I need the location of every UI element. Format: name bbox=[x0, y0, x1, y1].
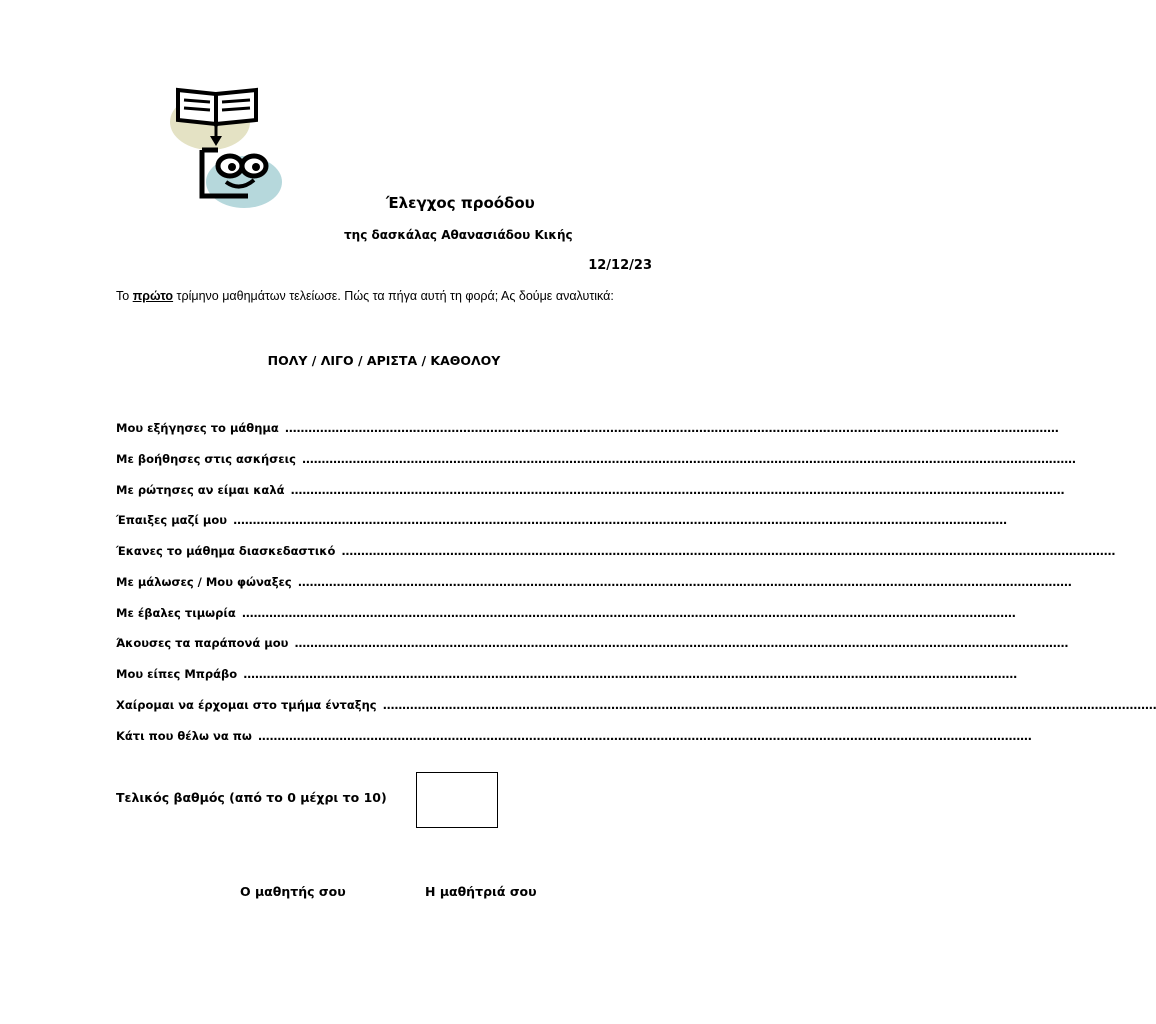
intro-before: Το bbox=[116, 289, 133, 303]
question-label: Με μάλωσες / Μου φώναξες bbox=[116, 575, 292, 589]
question-answer-line: ........................................................................................................................................................................................................ bbox=[284, 421, 1059, 435]
question-label: Μου εξήγησες το μάθημα bbox=[116, 421, 279, 435]
question-label: Έκανες το μάθημα διασκεδαστικό bbox=[116, 544, 336, 558]
document-date: 12/12/23 bbox=[588, 258, 652, 273]
question-row bbox=[116, 667, 1017, 685]
question-answer-line: ........................................................................................................................................................................................................ bbox=[382, 698, 1156, 712]
question-label: Κάτι που θέλω να πω bbox=[116, 729, 252, 743]
signature-male-student: Ο μαθητής σου bbox=[240, 884, 346, 899]
document-subtitle: της δασκάλας Αθανασιάδου Κικής bbox=[344, 228, 573, 242]
question-answer-line: ........................................................................................................................................................................................................ bbox=[233, 513, 1007, 527]
question-row bbox=[116, 513, 1007, 531]
final-grade-label: Τελικός βαθμός (από το 0 μέχρι το 10) bbox=[116, 790, 387, 805]
question-answer-line: ........................................................................................................................................................................................................ bbox=[241, 606, 1016, 620]
question-label: Έπαιξες μαζί μου bbox=[116, 513, 227, 527]
question-row bbox=[116, 729, 1032, 747]
intro-emphasis: πρώτο bbox=[132, 289, 174, 303]
document-title: Έλεγχος προόδου bbox=[386, 194, 535, 212]
question-label: Άκουσες τα παράπονά μου bbox=[116, 636, 289, 650]
question-answer-line: ........................................................................................................................................................................................................ bbox=[290, 483, 1065, 497]
question-label: Μου είπες Μπράβο bbox=[116, 667, 238, 681]
question-row bbox=[116, 698, 1156, 716]
question-row bbox=[116, 544, 1116, 562]
question-row bbox=[116, 452, 1076, 470]
question-answer-line: ........................................................................................................................................................................................................ bbox=[297, 575, 1072, 589]
question-row bbox=[116, 636, 1069, 654]
book-student-clipart-icon bbox=[168, 84, 288, 214]
question-row bbox=[116, 575, 1072, 593]
intro-paragraph bbox=[116, 289, 614, 303]
question-label: Με έβαλες τιμωρία bbox=[116, 606, 236, 620]
intro-after: τρίμηνο μαθημάτων τελείωσε. Πώς τα πήγα αυτή τη φορά; Ας δούμε αναλυτικά: bbox=[173, 289, 614, 303]
question-answer-line: ........................................................................................................................................................................................................ bbox=[341, 544, 1116, 558]
question-answer-line: ........................................................................................................................................................................................................ bbox=[301, 452, 1076, 466]
question-answer-line: ........................................................................................................................................................................................................ bbox=[243, 667, 1017, 681]
question-label: Χαίρομαι να έρχομαι στο τμήμα ένταξης bbox=[116, 698, 377, 712]
question-row bbox=[116, 483, 1065, 501]
final-grade-box[interactable] bbox=[416, 772, 498, 828]
rating-scale: ΠΟΛΥ / ΛΙΓΟ / ΑΡΙΣΤΑ / ΚΑΘΟΛΟΥ bbox=[267, 353, 501, 368]
signature-female-student: Η μαθήτριά σου bbox=[425, 884, 537, 899]
question-label: Με ρώτησες αν είμαι καλά bbox=[116, 483, 285, 497]
question-label: Με βοήθησες στις ασκήσεις bbox=[116, 452, 296, 466]
question-answer-line: ........................................................................................................................................................................................................ bbox=[257, 729, 1032, 743]
question-row bbox=[116, 606, 1016, 624]
question-answer-line: ........................................................................................................................................................................................................ bbox=[294, 636, 1069, 650]
question-row bbox=[116, 421, 1059, 439]
